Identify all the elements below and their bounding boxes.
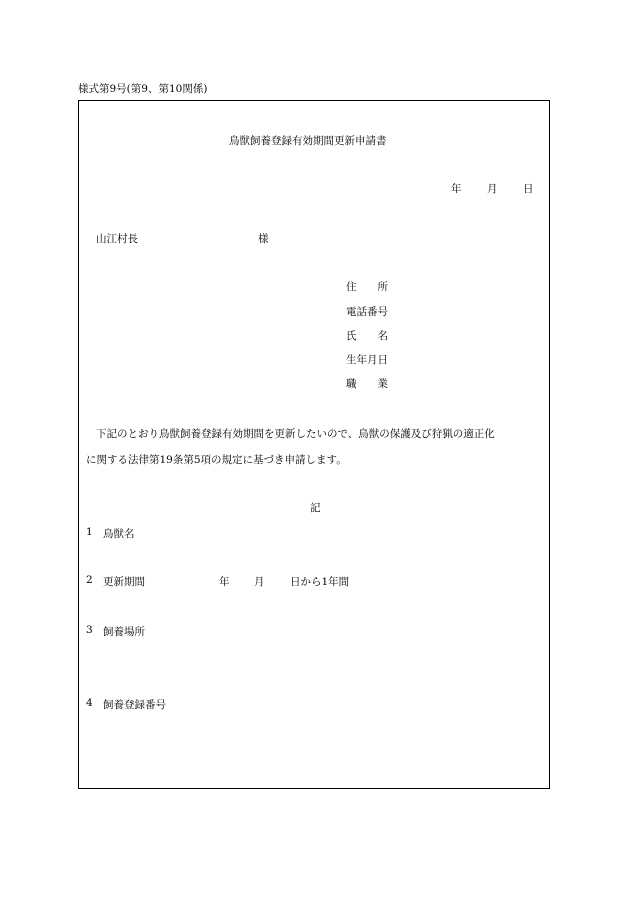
body-text-line2: に関する法律第19条第5項の規定に基づき申請します。	[86, 454, 347, 466]
period-month-label: 月	[254, 576, 265, 588]
item-4-label: 飼養登録番号	[103, 699, 166, 711]
applicant-address-label: 住 所	[346, 281, 388, 293]
item-3-label: 飼養場所	[103, 626, 145, 638]
form-title: 鳥獣飼養登録有効期間更新申請書	[229, 135, 387, 147]
item-1-number: 1	[86, 526, 93, 538]
item-3-number: 3	[86, 624, 93, 636]
date-day-label: 日	[523, 183, 534, 195]
recipient-honorific: 様	[258, 233, 269, 245]
date-month-label: 月	[487, 183, 498, 195]
body-text-line1: 下記のとおり鳥獣飼養登録有効期間を更新したいので、鳥獣の保護及び狩猟の適正化	[96, 428, 495, 440]
applicant-occupation-label: 職 業	[346, 378, 388, 390]
item-1-label: 鳥獣名	[103, 528, 135, 540]
applicant-birthdate-label: 生年月日	[346, 354, 388, 366]
ki-heading: 記	[310, 502, 321, 514]
date-year-label: 年	[451, 183, 462, 195]
form-frame	[78, 100, 550, 789]
form-number: 様式第9号(第9、第10関係)	[78, 83, 208, 95]
applicant-name-label: 氏 名	[346, 330, 388, 342]
applicant-phone-label: 電話番号	[346, 306, 388, 318]
period-year-label: 年	[219, 576, 230, 588]
item-2-number: 2	[86, 574, 93, 586]
recipient-name: 山江村長	[96, 233, 138, 245]
item-2-label: 更新期間	[103, 576, 145, 588]
item-4-number: 4	[86, 697, 93, 709]
period-from-text: 日から1年間	[290, 576, 350, 588]
